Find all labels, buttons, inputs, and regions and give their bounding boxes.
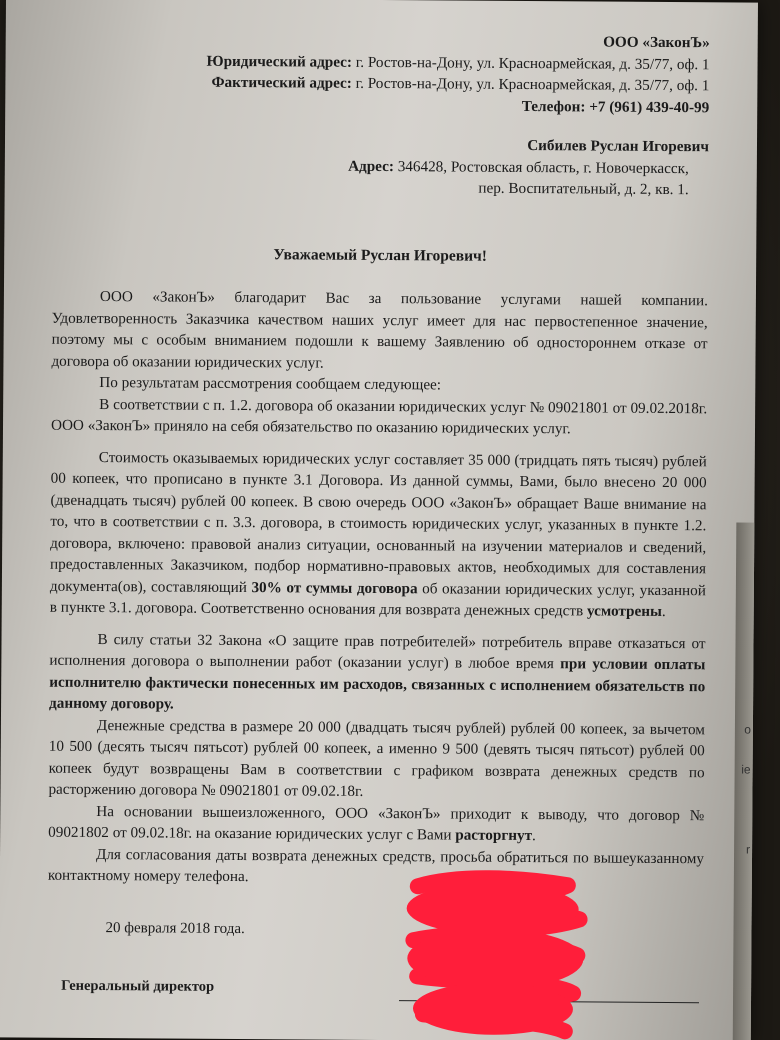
paragraph-conclusion-text: На основании вышеизложенного, ООО «ЗаконЪ» приходит к выводу, что договор № 09021802 от 09.02.18г. на оказание юридических услуг с Вами [48,802,705,844]
edge-fragment: ie [741,762,751,777]
paragraph-cost-bold-1: 30% от суммы договора [251,578,418,597]
signature-redaction [397,868,588,1040]
paragraph-cost-text-3: . [661,602,666,620]
edge-fragment: r [746,842,751,857]
paragraph-cost [50,446,707,623]
paragraph-contact: Для согласования даты возврата денежных средств, просьба обратиться по вышеуказанному контактному номеру телефона. [47,845,705,886]
actual-address-value: г. Ростов-на-Дону, ул. Красноармейская, д. 35/77, оф. 1 [351,74,710,95]
paragraph-cost-text-2: об оказании юридических услуг, указанной в пункте 3.1. договора. Соответственно основания для возврата денежных средств [49,579,706,620]
recipient-address-line1: 346428, Ростовская область, г. Новочеркасск, [393,157,689,177]
adjacent-page-edge [733,522,755,1040]
letter-date: 20 февраля 2018 года. [105,920,245,938]
recipient-address-label: Адрес: [348,157,395,175]
paragraph-contract [51,393,707,441]
legal-address-label: Юридический адрес: [206,52,353,71]
paragraph-law [49,628,706,719]
paragraph-results: По результатам рассмотрения сообщаем следующее: [99,374,442,394]
paragraph-contract-text: В соответствии с п. 1.2. договора об оказании юридических услуг № 09021801 от 09.02.2018г. ООО «ЗаконЪ» приняло на себя обязательство по оказанию юридических услуг. [50,395,708,438]
paragraph-conclusion [48,800,704,848]
actual-address-label: Фактический адрес: [211,73,352,92]
paragraph-cost-bold-2: усмотрены [586,602,662,620]
paragraph-conclusion-end: . [532,827,536,845]
paragraph-intro: ООО «ЗаконЪ» благодарит Вас за пользование услугами нашей компании. Удовлетворенность Заказчика качеством наших услуг имеет для нас первостепенное значение, поэтому мы с особым вниманием подошли к вашему Заявлению об одностороннем отказе от договора об оказании юридических услуг. [51,288,708,372]
recipient-address-line2: пер. Воспитательный, д. 2, кв. 1. [478,179,689,199]
letter-body [48,28,710,891]
legal-address-value: г. Ростов-на-Дону, ул. Красноармейская, д. 35/77, оф. 1 [351,53,710,73]
greeting: Уважаемый Руслан Игоревич! [273,245,488,265]
paragraph-refund: Денежные средства в размере 20 000 (двадцать тысяч рублей) рублей 00 копеек, за вычетом 10 500 (десять тысяч пятьсот) рублей 00 копеек, а именно 9 500 (девять тысяч пятьсот) рублей 00 копеек будут возвращены Вам в соответствии с графиком возврата денежных средств по расторжению договора № 09021801 от 09.02.18г. [48,716,705,800]
paragraph-cost-text-1: Стоимость оказываемых юридических услуг составляет 35 000 (тридцать пять тысяч) рублей 00 копеек, что прописано в пункте 3.1 Договора. Из данной суммы, Вами, было внесено 20 000 (двенадцать тысяч) рублей 00 копеек. В свою очередь ООО «ЗаконЪ» обращает Ваше внимание на то, что в соответствии с п. 3.3. договора, в стоимость юридических услуг, указанных в пункте 1.2. договора, включено: правовой анализ ситуации, основанный на изучении материалов и сведений, предоставленных Заказчиком, подбор нормативно-правовых актов, необходимых для составления документа(ов), составляющий [49,448,707,596]
company-phone: Телефон: +7 (961) 439-40-99 [521,97,710,116]
paragraph-conclusion-bold: расторгнут [455,826,533,845]
signature-title: Генеральный директор [61,977,215,995]
recipient-name: Сибилев Руслан Игоревич [527,137,710,156]
paragraph-law-bold: при условии оплаты исполнителю фактически понесенных им расходов, связанных с исполнением обязательств по данному договору. [49,655,706,713]
edge-fragment: о [744,722,751,737]
paragraph-law-text: В силу статьи 32 Закона «О защите прав потребителей» потребитель вправе отказаться от исполнения договора о выполнении работ (оказании услуг) в любое время [49,630,706,673]
company-name: ООО «ЗаконЪ» [603,33,710,52]
